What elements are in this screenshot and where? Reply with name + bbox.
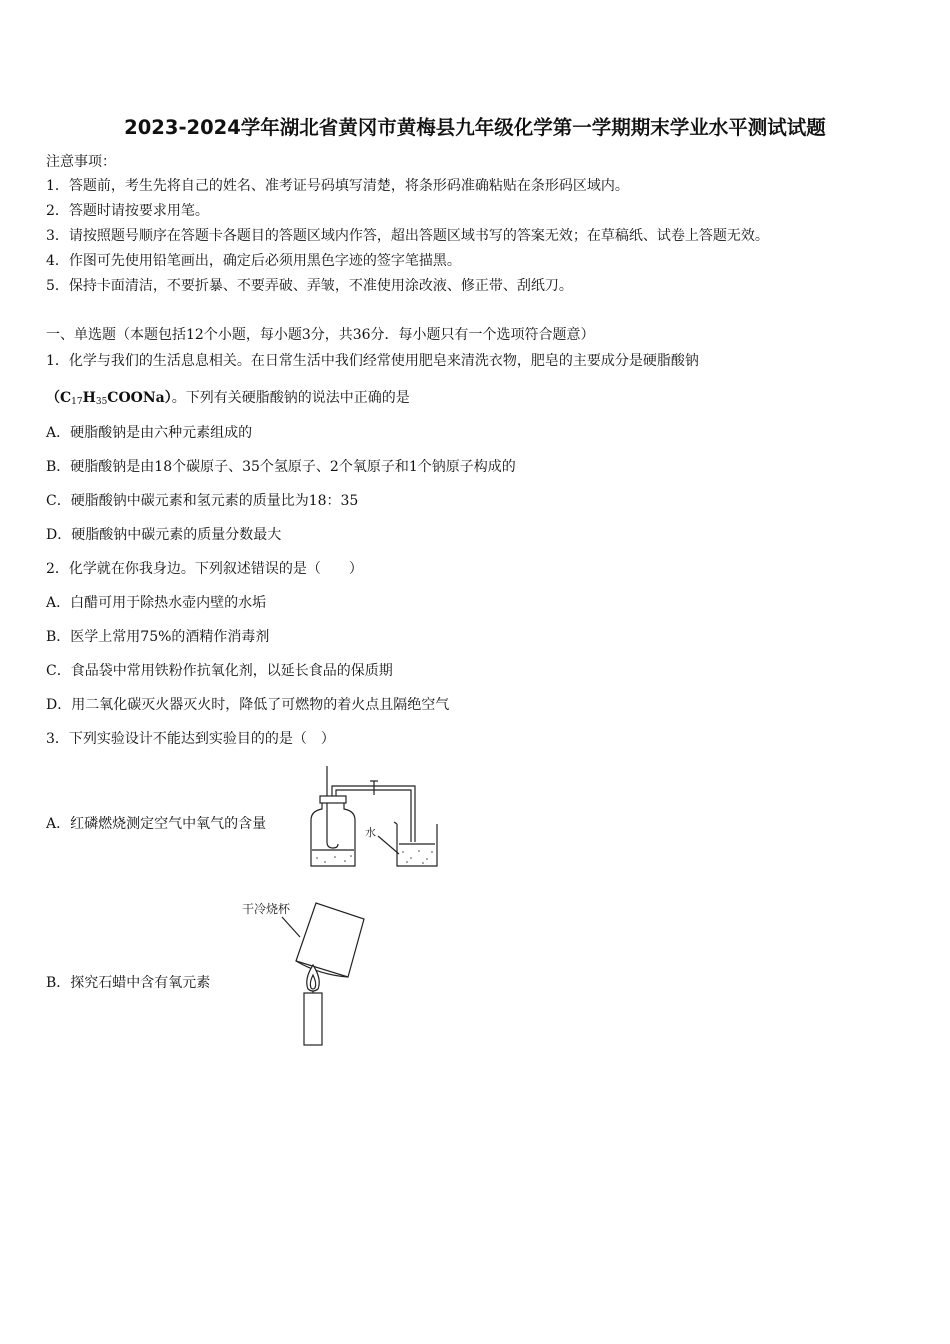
q1-stem: 1．化学与我们的生活息息相关。在日常生活中我们经常使用肥皂来清洗衣物，肥皂的主要成分是硬脂酸钠 — [46, 353, 699, 369]
figure-candle-beaker — [238, 895, 368, 1047]
q1-stem-tail: 。下列有关硬脂酸钠的说法中正确的是 — [171, 390, 410, 406]
section-heading: 一、单选题（本题包括12个小题，每小题3分，共36分．每小题只有一个选项符合题意） — [46, 327, 595, 343]
q2-stem: 2．化学就在你我身边。下列叙述错误的是（ ） — [46, 561, 363, 577]
q1-formula-open: （C — [46, 390, 72, 406]
fig-b-beaker-label: 干冷烧杯 — [242, 902, 291, 916]
q3-stem: 3．下列实验设计不能达到实验目的的是（ ） — [46, 731, 335, 747]
q1-formula-sub1: 17 — [71, 397, 83, 407]
q3-option-a: A．红磷燃烧测定空气中氧气的含量 — [46, 816, 267, 832]
q2-option-a: A．白醋可用于除热水壶内壁的水垢 — [46, 595, 267, 611]
notice-item-3: 3．请按照题号顺序在答题卡各题目的答题区域内作答，超出答题区域书写的答案无效；在草稿纸、试卷上答题无效。 — [46, 228, 769, 244]
notice-heading: 注意事项： — [46, 154, 116, 170]
q1-option-b: B．硬脂酸钠是由18个碳原子、35个氢原子、2个氧原子和1个钠原子构成的 — [46, 459, 516, 475]
notice-item-5: 5．保持卡面清洁，不要折暴、不要弄破、弄皱，不准使用涂改液、修正带、刮纸刀。 — [46, 278, 573, 294]
q1-formula-line — [46, 389, 410, 411]
q1-option-c: C．硬脂酸钠中碳元素和氢元素的质量比为18：35 — [46, 493, 359, 509]
notice-item-2: 2．答题时请按要求用笔。 — [46, 203, 209, 219]
q1-option-a: A．硬脂酸钠是由六种元素组成的 — [46, 425, 253, 441]
q3-option-b: B．探究石蜡中含有氧元素 — [46, 975, 211, 991]
q2-option-b: B．医学上常用75%的酒精作消毒剂 — [46, 629, 270, 645]
figure-phosphorus-apparatus — [305, 762, 445, 872]
fig-a-water-label: 水 — [365, 826, 376, 839]
page-title: 2023-2024学年湖北省黄冈市黄梅县九年级化学第一学期期末学业水平测试试题 — [124, 116, 826, 139]
q1-formula-rest: COONa） — [107, 390, 172, 406]
q2-option-d: D．用二氧化碳灭火器灭火时，降低了可燃物的着火点且隔绝空气 — [46, 697, 450, 713]
notice-item-4: 4．作图可先使用铅笔画出，确定后必须用黑色字迹的签字笔描黑。 — [46, 253, 461, 269]
q1-formula-h: H — [82, 390, 96, 406]
notice-item-1: 1．答题前，考生先将自己的姓名、准考证号码填写清楚，将条形码准确粘贴在条形码区域内。 — [46, 178, 629, 194]
q1-option-d: D．硬脂酸钠中碳元素的质量分数最大 — [46, 527, 282, 543]
q1-formula-sub2: 35 — [95, 397, 108, 407]
q2-option-c: C．食品袋中常用铁粉作抗氧化剂，以延长食品的保质期 — [46, 663, 393, 679]
